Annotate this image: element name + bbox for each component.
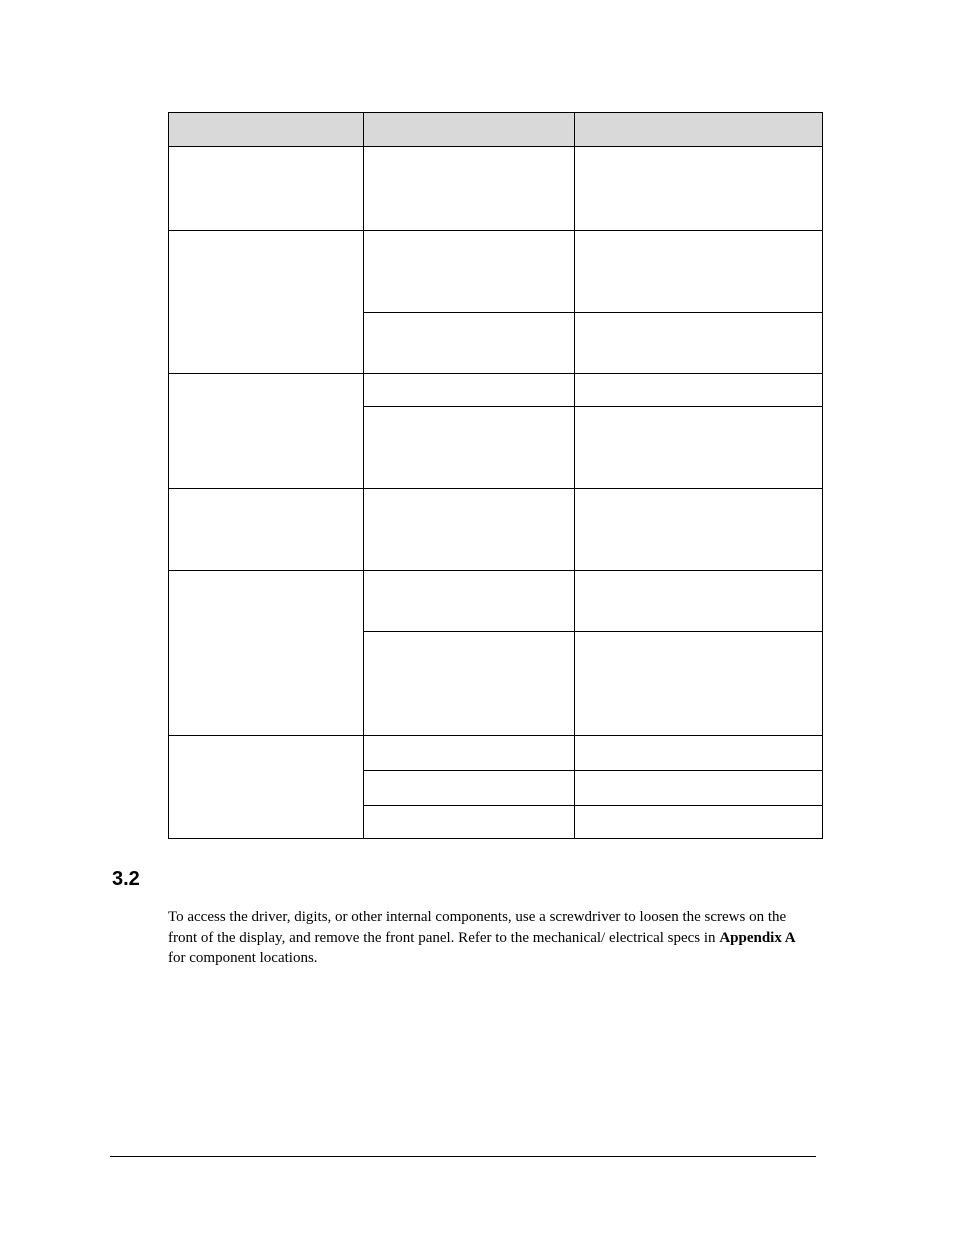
header-cell-2 [364,113,575,147]
table-cell [575,632,823,736]
table-cell [364,374,575,407]
header-cell-3 [575,113,823,147]
table-cell [575,489,823,571]
table-cell [364,771,575,806]
table-cell [169,231,364,374]
table-cell [169,736,364,839]
table-cell [169,374,364,489]
paragraph-text-end: for component locations. [168,950,318,966]
table-cell [575,571,823,632]
section-heading: 3.2 [112,868,140,890]
table-cell [169,147,364,231]
table-cell [364,147,575,231]
table-cell [364,736,575,771]
table-cell [575,736,823,771]
table-cell [575,147,823,231]
section-paragraph [168,907,798,969]
footer-divider [110,1156,816,1157]
table-row [169,374,823,407]
table-cell [169,571,364,736]
table-row [169,571,823,632]
table-cell [364,806,575,839]
table-cell [575,313,823,374]
table-cell [364,489,575,571]
table-row [169,231,823,313]
table-cell [364,571,575,632]
paragraph-text: To access the driver, digits, or other internal components, use a screwdriver to loosen the screws on the front of the display, and remove the front panel. Refer to the mechanical/ electrical specs in [168,909,787,946]
table-row [169,489,823,571]
table-cell [169,489,364,571]
table-row [169,147,823,231]
table-cell [575,231,823,313]
table-cell [575,806,823,839]
table-cell [575,374,823,407]
table-cell [364,231,575,313]
header-cell-1 [169,113,364,147]
troubleshooting-table [168,112,823,839]
table-cell [575,407,823,489]
table-row [169,736,823,771]
table-cell [364,313,575,374]
table-cell [575,771,823,806]
table-cell [364,632,575,736]
appendix-reference: Appendix A [719,929,796,946]
table-header-row [169,113,823,147]
table-cell [364,407,575,489]
